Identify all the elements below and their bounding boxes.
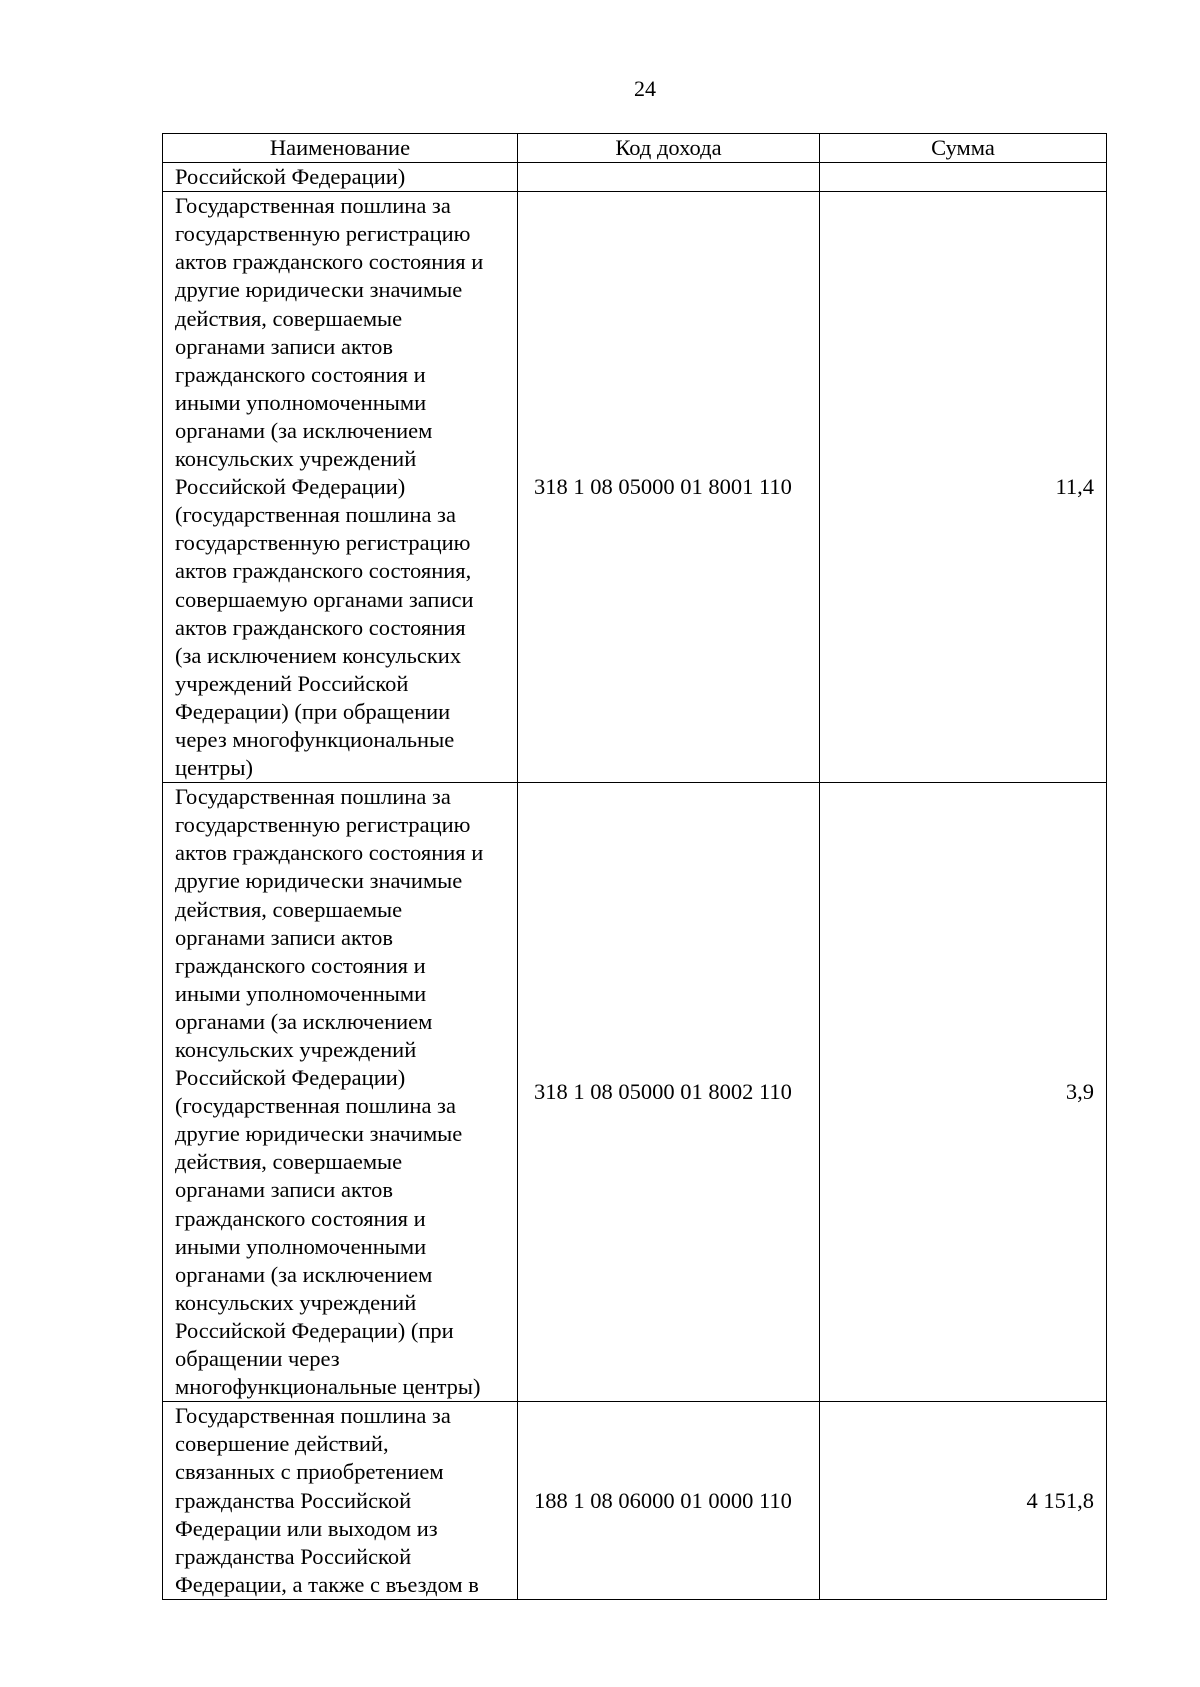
revenue-name-cell (163, 783, 518, 1402)
revenue-name-line: гражданства Российской (175, 1487, 412, 1513)
revenue-name-line: Государственная пошлина за (175, 193, 451, 219)
revenue-sum-cell: 11,4 (820, 192, 1107, 783)
revenue-name-line: государственную регистрацию (175, 812, 471, 838)
revenue-name-line: (за исключением консульских (175, 642, 462, 668)
revenue-name-cell (163, 192, 518, 783)
revenue-name-line: актов гражданского состояния (175, 614, 466, 640)
revenue-name-line: совершение действий, (175, 1431, 389, 1457)
header-code: Код дохода (518, 134, 820, 163)
table-body (163, 163, 1107, 1600)
revenue-name-line: гражданского состояния и (175, 952, 426, 978)
revenue-name-line: органами записи актов (175, 1177, 393, 1203)
revenue-name-line: актов гражданского состояния, (175, 558, 472, 584)
revenue-name-line: связанных с приобретением (175, 1459, 444, 1485)
revenue-name-line: консульских учреждений (175, 1289, 417, 1315)
revenue-name-line: другие юридически значимые (175, 277, 463, 303)
revenue-name-cell (163, 1402, 518, 1600)
revenue-name-line: действия, совершаемые (175, 1149, 403, 1175)
revenue-name-line: Федерации, а также с въездом в (175, 1571, 479, 1597)
table-row (163, 163, 1107, 192)
header-name: Наименование (163, 134, 518, 163)
revenue-name-line: органами записи актов (175, 333, 393, 359)
revenue-name-line: консульских учреждений (175, 446, 417, 472)
revenue-name-line: органами (за исключением (175, 417, 433, 443)
revenue-name-line: Федерации) (при обращении (175, 698, 451, 724)
revenue-name-line: консульских учреждений (175, 1037, 417, 1062)
table-row (163, 192, 1107, 783)
revenue-name-line: (государственная пошлина за (175, 502, 456, 528)
revenue-name-line: действия, совершаемые (175, 305, 403, 331)
revenue-name-line: органами (за исключением (175, 1261, 433, 1287)
revenue-name-line: иными уполномоченными (175, 980, 427, 1006)
revenue-name-line: Российской Федерации) (175, 164, 406, 190)
header-sum: Сумма (820, 134, 1107, 163)
revenue-name-line: актов гражданского состояния и (175, 840, 484, 866)
revenue-code-cell: 318 1 08 05000 01 8002 110 (518, 783, 820, 1402)
header-row (163, 134, 1107, 163)
revenue-name-line: гражданского состояния и (175, 361, 426, 387)
table-row (163, 1402, 1107, 1600)
revenue-name-line: другие юридически значимые (175, 1121, 463, 1147)
revenue-name-line: иными уполномоченными (175, 389, 427, 415)
table-header (163, 134, 1107, 163)
revenue-code-cell: 318 1 08 05000 01 8001 110 (518, 192, 820, 783)
revenue-name-line: (государственная пошлина за (175, 1093, 456, 1119)
revenue-name-line: Государственная пошлина за (175, 784, 451, 810)
revenue-name-line: совершаемую органами записи (175, 586, 474, 612)
revenue-name-line: государственную регистрацию (175, 221, 471, 247)
revenue-name-line: органами записи актов (175, 924, 393, 950)
revenue-name-line: обращении через (175, 1346, 340, 1372)
revenue-name-cell (163, 163, 518, 192)
revenue-sum-cell: 3,9 (820, 783, 1107, 1402)
revenue-name-line: иными уполномоченными (175, 1233, 427, 1259)
revenue-name-line: действия, совершаемые (175, 896, 403, 922)
revenue-sum-cell: 4 151,8 (820, 1402, 1107, 1600)
revenue-name-line: Российской Федерации) (175, 474, 406, 500)
revenue-code-cell: 188 1 08 06000 01 0000 110 (518, 1402, 820, 1600)
revenue-name-line: учреждений Российской (175, 670, 409, 696)
revenue-name-line: через многофункциональные (175, 726, 455, 752)
table-row (163, 783, 1107, 1402)
revenue-sum-cell (820, 163, 1107, 192)
revenue-name-line: органами (за исключением (175, 1008, 433, 1034)
revenue-code-cell (518, 163, 820, 192)
revenue-name-line: Федерации или выходом из (175, 1515, 438, 1541)
revenue-name-line: многофункциональные центры) (175, 1374, 481, 1400)
revenue-name-line: гражданства Российской (175, 1543, 412, 1569)
revenue-name-line: Российской Федерации) (при (175, 1317, 454, 1343)
revenue-name-line: гражданского состояния и (175, 1205, 426, 1231)
revenue-name-line: другие юридически значимые (175, 868, 463, 894)
revenue-name-line: актов гражданского состояния и (175, 249, 484, 275)
revenue-table (162, 133, 1107, 1600)
revenue-name-line: Российской Федерации) (175, 1065, 406, 1091)
revenue-name-line: Государственная пошлина за (175, 1403, 451, 1429)
revenue-name-line: центры) (175, 755, 254, 781)
page-number: 24 (634, 76, 656, 101)
revenue-name-line: государственную регистрацию (175, 530, 471, 556)
